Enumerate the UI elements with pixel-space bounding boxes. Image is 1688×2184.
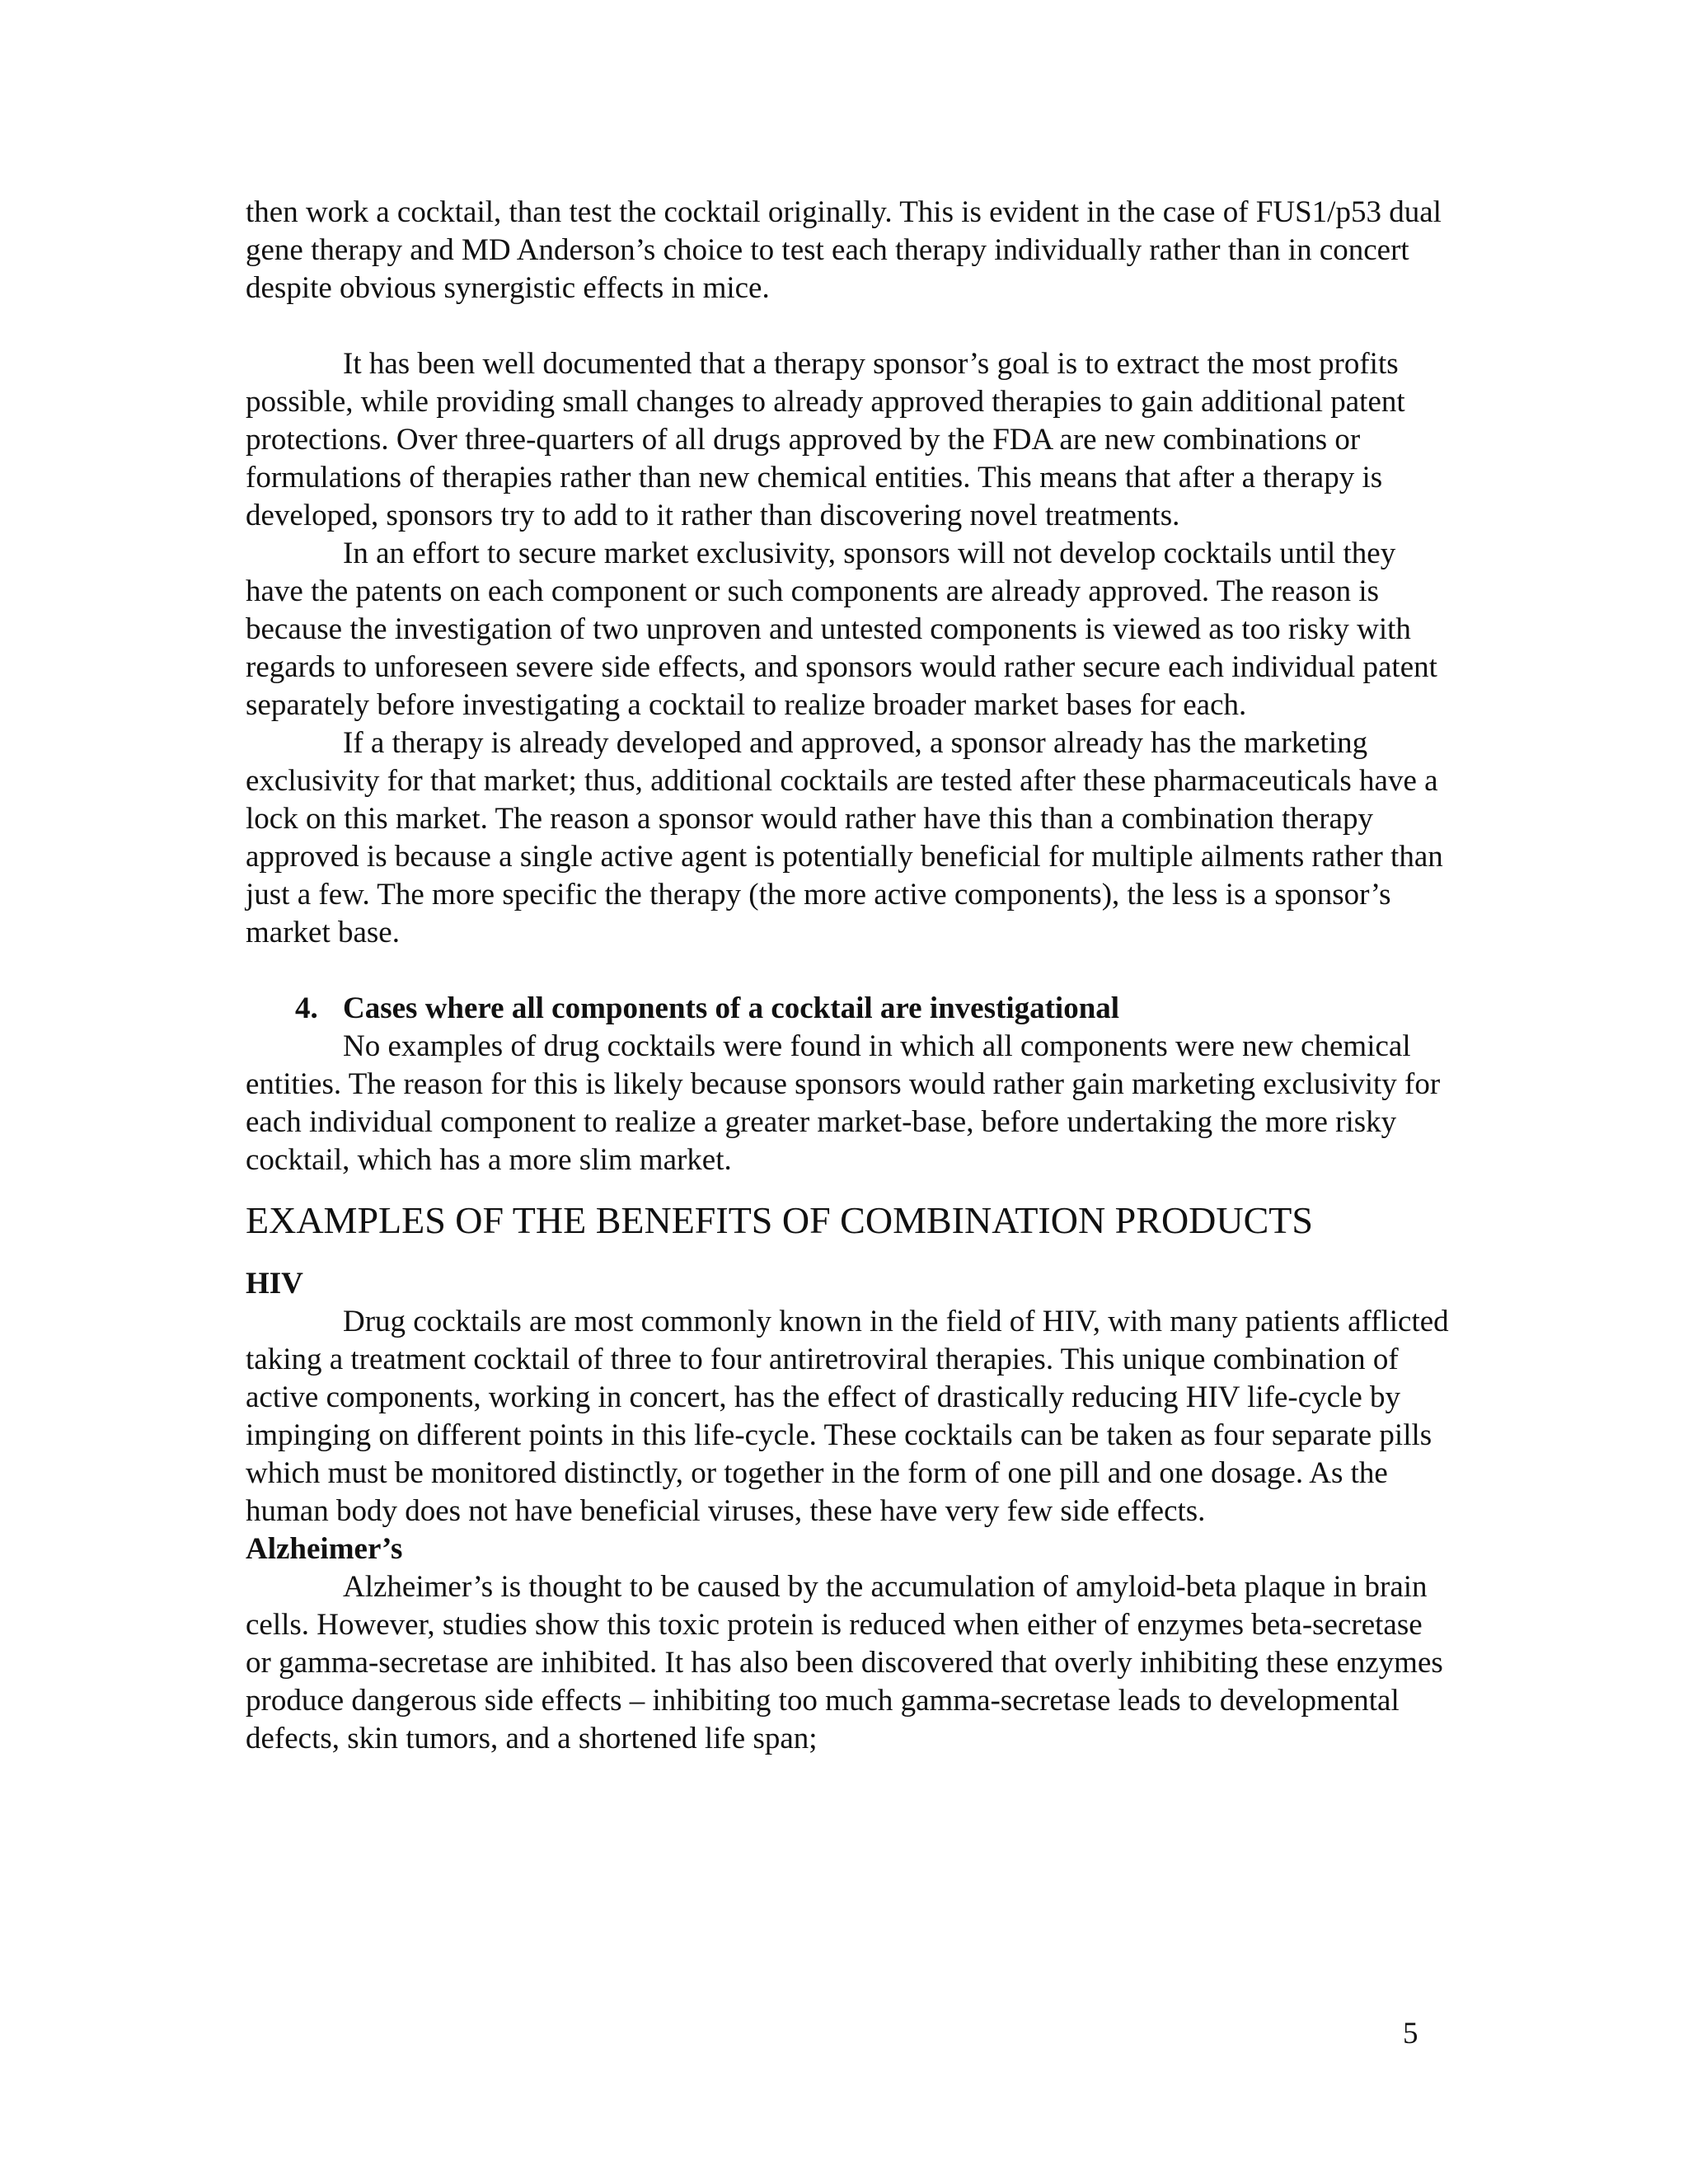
alzheimers-body: Alzheimer’s is thought to be caused by the accumulation of amyloid-beta plaque in brain cells. However, studies show this toxic protein is reduced when either of enzymes beta-secretase or gamma-secretase are inhibited. It has also been discovered that overly inhibiting these enzymes produce dangerous side effects – inhibiting too much gamma-secretase leads to developmental defects, skin tumors, and a shortened life span; [246, 1570, 1443, 1755]
hiv-heading: HIV [246, 1267, 303, 1301]
case-4-number: 4. [295, 991, 318, 1025]
document-page-body [246, 194, 1449, 1758]
paragraph-gap [246, 307, 1449, 345]
paragraph-approved-therapy: If a therapy is already developed and approved, a sponsor already has the marketing exclusivity for that market; thus, additional cocktails are tested after these pharmaceuticals have a lock on this market. The reason a sponsor would rather have this than a combination therapy approved is because a single active agent is potentially beneficial for multiple ailments rather than just a few. The more specific the therapy (the more active components), the less is a sponsor’s market base. [246, 726, 1443, 949]
hiv-body: Drug cocktails are most commonly known in the field of HIV, with many patients afflicted taking a treatment cocktail of three to four antiretroviral therapies. This unique combination of active components, working in concert, has the effect of drastically reducing HIV life-cycle by impinging on different points in this life-cycle. These cocktails can be taken as four separate pills which must be monitored distinctly, or together in the form of one pill and one dosage. As the human body does not have beneficial viruses, these have very few side effects. [246, 1305, 1449, 1528]
case-4-body: No examples of drug cocktails were found in which all components were new chemical entities. The reason for this is likely because sponsors would rather gain marketing exclusivity for each individual component to realize a greater market-base, before undertaking the more risky cocktail, which has a more slim market. [246, 1029, 1441, 1177]
case-4-heading [246, 990, 1449, 1028]
page-number: 5 [1403, 2017, 1418, 2050]
paragraph-gap [246, 952, 1449, 990]
alzheimers-heading: Alzheimer’s [246, 1532, 403, 1566]
section-title-examples: EXAMPLES OF THE BENEFITS OF COMBINATION PRODUCTS [246, 1199, 1313, 1241]
case-4-heading-text: Cases where all components of a cocktail are investigational [343, 991, 1120, 1025]
paragraph-sponsor-goal: It has been well documented that a therapy sponsor’s goal is to extract the most profits possible, while providing small changes to already approved therapies to gain additional patent protections. Over three-quarters of all drugs approved by the FDA are new combinations or formulations of therapies rather than new chemical entities. This means that after a therapy is developed, sponsors try to add to it rather than discovering novel treatments. [246, 347, 1405, 532]
paragraph-fus1-p53: then work a cocktail, than test the cocktail originally. This is evident in the case of FUS1/p53 dual gene therapy and MD Anderson’s choice to test each therapy individually rather than in concert despite obvious synergistic effects in mice. [246, 195, 1442, 305]
paragraph-market-exclusivity: In an effort to secure market exclusivity, sponsors will not develop cocktails until they have the patents on each component or such components are already approved. The reason is because the investigation of two unproven and untested components is viewed as too risky with regards to unforeseen severe side effects, and sponsors would rather secure each individual patent separately before investigating a cocktail to realize broader market bases for each. [246, 537, 1437, 722]
